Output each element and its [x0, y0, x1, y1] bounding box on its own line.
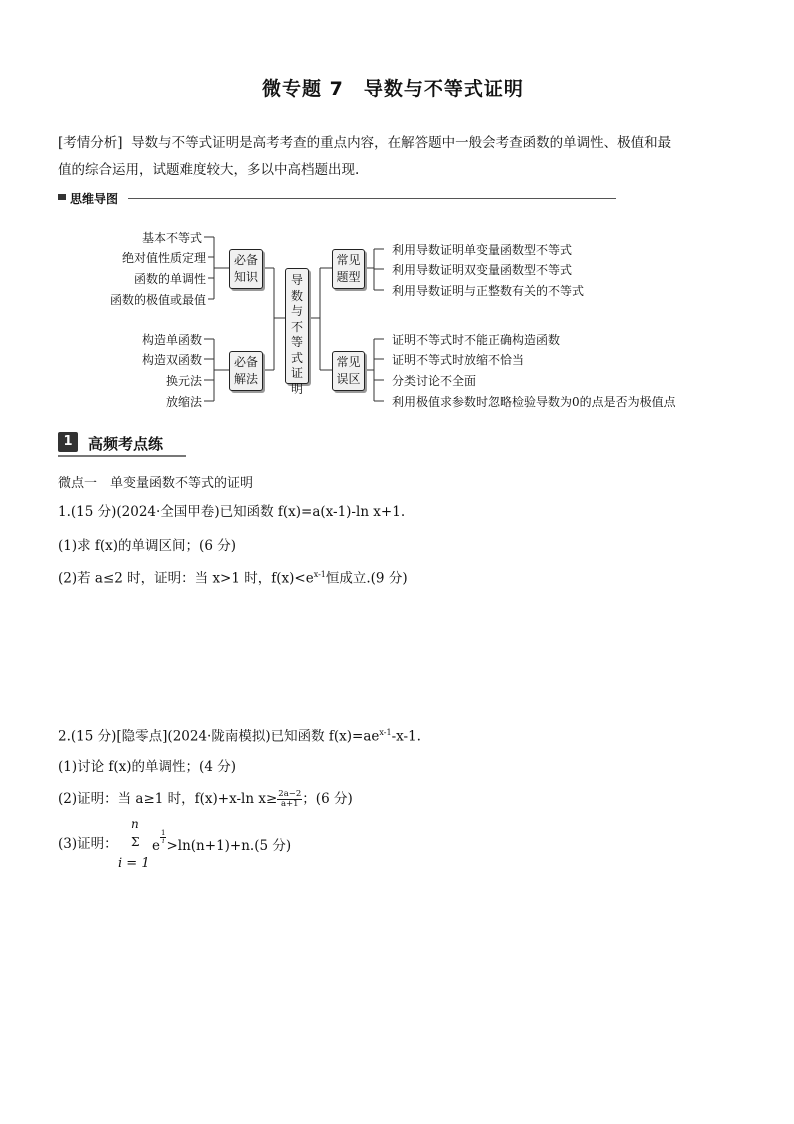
left-bottom-item-2: 构造双函数: [141, 353, 202, 367]
sum-upper-limit: n: [131, 817, 139, 831]
problem2-tag: 隐零点: [121, 728, 163, 745]
section-badge-icon: 1: [58, 432, 78, 452]
box-common-types: [332, 249, 365, 289]
center-topic-text: [286, 273, 308, 397]
intro-tag: [考情分析]: [58, 135, 123, 151]
problem2-head: 2.(15 分)[: [58, 728, 122, 745]
problem1-part2-a: (2)若 a≤2 时，证明：当 x>1 时，f(x)<e: [58, 570, 314, 587]
right-bottom-item-3: 分类讨论不全面: [392, 374, 477, 388]
box-common-mistakes: [332, 351, 365, 391]
box-essential-knowledge: [229, 249, 263, 289]
left-top-item-2: 绝对值性质定理: [121, 251, 206, 265]
sum-sigma: Σ: [131, 835, 140, 849]
center-topic-char: 式: [290, 350, 303, 365]
center-topic-char: 数: [290, 288, 303, 303]
center-topic-char: 证: [290, 366, 303, 380]
left-top-item-3: 函数的单调性: [133, 272, 206, 286]
box-essential-methods-line2: 解法: [233, 372, 258, 386]
center-topic-char: 等: [290, 335, 303, 349]
problem1-head: 1.(15 分)(2024·: [58, 504, 161, 520]
problem2-part2: [58, 787, 353, 812]
problem2-part2-b: ；(6 分): [302, 791, 353, 807]
page-title: 微专题 7 导数与不等式证明: [262, 78, 524, 100]
problem2-fraction-den: a+1: [280, 799, 299, 809]
right-bottom-item-4: 利用极值求参数时忽略检验导数为0的点是否为极值点: [392, 395, 676, 409]
problem2-fraction-num: 2a−2: [278, 789, 302, 799]
box-common-mistakes-line2: 误区: [336, 372, 361, 386]
problem1-part2: [58, 562, 408, 592]
right-top-item-1: 利用导数证明单变量函数型不等式: [392, 243, 573, 257]
problem2-stem: [58, 720, 421, 750]
problem1-part2-sup: x-1: [313, 570, 326, 579]
problem2-source: 陇南模拟: [211, 728, 266, 745]
center-topic-box: [285, 268, 309, 396]
problem2-fraction: [277, 790, 302, 809]
box-common-types-line1: 常见: [336, 253, 361, 267]
right-bottom-item-1: 证明不等式时不能正确构造函数: [392, 333, 561, 347]
center-topic-char: 与: [290, 304, 303, 318]
problem1-stem: [58, 500, 405, 525]
problem2-part1: (1)讨论 f(x)的单调性；(4 分): [58, 759, 236, 775]
intro-line-2: 值的综合运用，试题难度较大，多以中高档题出现.: [58, 162, 360, 178]
problem1-part2-b: 恒成立.(9 分): [325, 570, 408, 587]
exp-fraction-num: 1: [161, 829, 166, 837]
subsection-title: 微点一 单变量函数不等式的证明: [58, 476, 254, 491]
center-topic-char: 不: [290, 319, 303, 334]
center-topic-char: 导: [290, 273, 303, 287]
box-common-mistakes-line1: 常见: [336, 355, 361, 369]
problem2-part3-label: (3)证明：: [58, 836, 118, 852]
left-bottom-item-1: 构造单函数: [141, 333, 202, 347]
problem1-source: 全国甲卷: [160, 504, 215, 520]
problem2-body-b: -x-1.: [391, 728, 421, 745]
exp-base: e: [152, 838, 160, 854]
problem2-part3-rest: >ln(n+1)+n.(5 分): [166, 838, 292, 854]
mindmap-heading: 思维导图: [70, 192, 119, 206]
problem2-part3-expr: [152, 829, 292, 859]
left-bottom-item-4: 放缩法: [165, 395, 202, 409]
problem1-part1: (1)求 f(x)的单调区间；(6 分): [58, 538, 236, 554]
problem2-body-a: )已知函数 f(x)=ae: [265, 728, 380, 745]
right-bottom-item-2: 证明不等式时放缩不恰当: [392, 353, 525, 367]
left-bottom-item-3: 换元法: [165, 374, 202, 388]
problem2-mid: ](2024·: [162, 728, 212, 745]
intro-text-1: 导数与不等式证明是高考考查的重点内容，在解答题中一般会考查函数的单调性、极值和最: [131, 135, 672, 151]
section-underline: [58, 455, 186, 457]
sum-lower-limit: i = 1: [118, 856, 150, 871]
right-top-item-2: 利用导数证明双变量函数型不等式: [392, 263, 573, 277]
right-top-item-3: 利用导数证明与正整数有关的不等式: [392, 284, 585, 298]
box-essential-methods: [229, 351, 263, 391]
section-title: 高频考点练: [88, 435, 164, 453]
problem2-body-sup: x-1: [379, 728, 392, 737]
box-common-types-line2: 题型: [336, 270, 361, 284]
left-top-item-1: 基本不等式: [141, 231, 202, 245]
box-essential-methods-line1: 必备: [233, 355, 258, 369]
problem1-body: )已知函数 f(x)=a(x-1)-ln x+1.: [214, 504, 406, 520]
center-topic-char: 明: [290, 381, 303, 396]
left-top-item-4: 函数的极值或最值: [109, 293, 206, 307]
box-essential-knowledge-line2: 知识: [233, 270, 258, 284]
exp-fraction-den: i: [162, 837, 165, 845]
problem2-part2-a: (2)证明：当 a≥1 时，f(x)+x-ln x≥: [58, 791, 278, 807]
box-essential-knowledge-line1: 必备: [233, 253, 258, 267]
